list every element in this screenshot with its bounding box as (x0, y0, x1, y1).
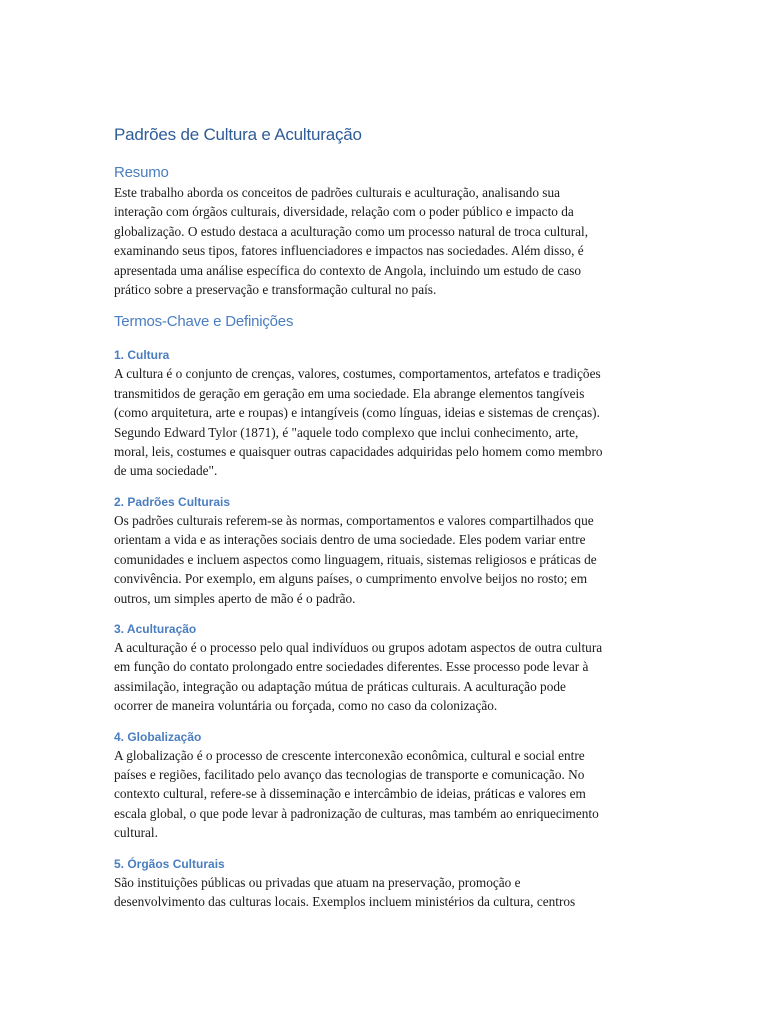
term-heading-padroes-culturais: 2. Padrões Culturais (114, 494, 231, 509)
term-paragraph-orgaos-culturais (114, 873, 658, 912)
text-line: A cultura é o conjunto de crenças, valores, costumes, comportamentos, artefatos e tradições (114, 366, 601, 382)
term-paragraph-aculturacao (114, 638, 658, 716)
term-heading-cultura: 1. Cultura (114, 348, 170, 363)
text-line: moral, leis, costumes e quaisquer outras capacidades adquiridas pelo homem como membro (114, 444, 603, 460)
text-line: orientam a vida e as interações sociais dentro de uma sociedade. Eles podem variar entre (114, 532, 586, 548)
text-line: prático sobre a preservação e transformação cultural no país. (114, 282, 437, 298)
term-heading-globalizacao: 4. Globalização (114, 729, 202, 744)
text-line: Os padrões culturais referem-se às normas, comportamentos e valores compartilhados que (114, 512, 594, 528)
term-paragraph-padroes-culturais (114, 511, 658, 608)
text-line: transmitidos de geração em geração em uma sociedade. Ela abrange elementos tangíveis (114, 385, 585, 401)
text-line: em função do contato prolongado entre sociedades diferentes. Esse processo pode levar à (114, 659, 589, 675)
term-heading-aculturacao: 3. Aculturação (114, 621, 197, 636)
document-title: Padrões de Cultura e Aculturação (114, 125, 362, 144)
text-line: globalização. O estudo destaca a aculturação como um processo natural de troca cultural, (114, 223, 589, 239)
term-paragraph-cultura (114, 364, 658, 480)
text-line: interação com órgãos culturais, diversidade, relação com o poder público e impacto da (114, 204, 574, 220)
text-line: apresentada uma análise específica do contexto de Angola, incluindo um estudo de caso (114, 262, 582, 278)
text-line: convivência. Por exemplo, em alguns países, o cumprimento envolve beijos no rosto; em (114, 571, 588, 587)
document-page (114, 124, 658, 911)
text-line: A globalização é o processo de crescente interconexão econômica, cultural e social entre (114, 747, 585, 763)
abstract-heading: Resumo (114, 164, 169, 181)
text-line: outros, um simples aperto de mão é o padrão. (114, 590, 356, 606)
text-line: São instituições públicas ou privadas que atuam na preservação, promoção e (114, 874, 521, 890)
text-line: Segundo Edward Tylor (1871), é "aquele todo complexo que inclui conhecimento, arte, (114, 424, 579, 440)
text-line: Este trabalho aborda os conceitos de padrões culturais e aculturação, analisando sua (114, 185, 561, 200)
text-line: desenvolvimento das culturas locais. Exemplos incluem ministérios da cultura, centros (114, 893, 576, 909)
text-line: comunidades e incluem aspectos como linguagem, rituais, sistemas religiosos e práticas de (114, 551, 597, 567)
text-line: assimilação, integração ou adaptação mútua de práticas culturais. A aculturação pode (114, 678, 566, 694)
term-paragraph-globalizacao (114, 746, 658, 843)
text-line: A aculturação é o processo pelo qual indivíduos ou grupos adotam aspectos de outra cultura (114, 639, 603, 655)
text-line: cultural. (114, 825, 158, 841)
term-heading-orgaos-culturais: 5. Órgãos Culturais (114, 856, 225, 871)
text-line: ocorrer de maneira voluntária ou forçada, como no caso da colonização. (114, 698, 498, 714)
text-line: (como arquitetura, arte e roupas) e intangíveis (como línguas, ideias e sistemas de crenças). (114, 405, 600, 421)
abstract-paragraph (114, 183, 658, 299)
text-line: examinando seus tipos, fatores influenciadores e impactos nas sociedades. Além disso, é (114, 243, 584, 259)
text-line: de uma sociedade". (114, 463, 218, 479)
text-line: escala global, o que pode levar à padronização de culturas, mas também ao enriquecimento (114, 805, 599, 821)
text-line: países e regiões, facilitado pelo avanço das tecnologias de transporte e comunicação. No (114, 766, 585, 782)
key-terms-heading: Termos-Chave e Definições (114, 313, 294, 331)
text-line: contexto cultural, refere-se à disseminação e intercâmbio de ideias, práticas e valores em (114, 786, 586, 802)
